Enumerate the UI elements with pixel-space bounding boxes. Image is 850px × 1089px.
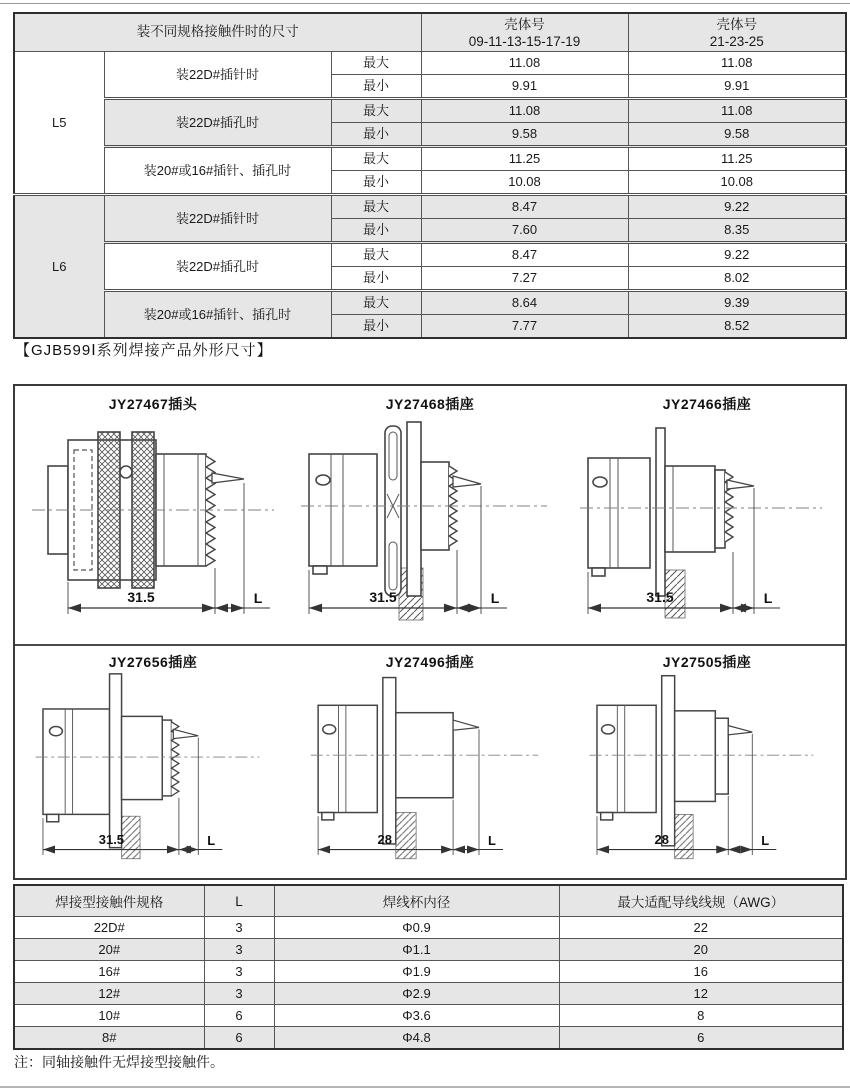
table-row: 装20#或16#插针、插孔时 最大 11.25 11.25	[14, 147, 846, 171]
drawing-cell-jy27466	[569, 394, 845, 642]
dim-value: 28	[377, 831, 392, 847]
drawing-cell-jy27468	[292, 394, 568, 642]
table-row: 22D# 3 Φ0.9 22	[14, 917, 843, 939]
bottom-rule	[0, 1086, 850, 1088]
drawing-cell-jy27505	[569, 652, 845, 874]
dim-value: 31.5	[127, 589, 155, 605]
drawing-label: JY27496插座	[385, 654, 475, 670]
section-title: 【GJB599Ⅰ系列焊接产品外形尺寸】	[15, 342, 273, 359]
series-label-l6: L6	[14, 195, 104, 339]
dim-l-label: L	[253, 590, 263, 606]
table-row: 最小 7.27 8.02	[14, 267, 846, 291]
dim-value: 31.5	[98, 831, 124, 847]
connector-drawing-jy27468	[295, 414, 565, 630]
connector-drawing-jy27505	[572, 672, 842, 868]
table-row: 12# 3 Φ2.9 12	[14, 983, 843, 1005]
drawing-cell-jy27467	[15, 394, 291, 642]
table-row: L5 装22D#插针时 最大 11.08 11.08	[14, 52, 846, 75]
top-rule	[0, 3, 850, 4]
dim-l-label: L	[490, 590, 500, 606]
series-label-l5: L5	[14, 52, 104, 195]
drawing-label: JY27505插座	[662, 654, 752, 670]
table-row: 装20#或16#插针、插孔时 最大 8.64 9.39	[14, 291, 846, 315]
drawing-cell-jy27496	[292, 652, 568, 874]
dim-value: 31.5	[369, 589, 397, 605]
shell-col-header-2: 壳体号 21-23-25	[628, 13, 846, 52]
shell-col-header-1: 壳体号 09-11-13-15-17-19	[421, 13, 628, 52]
connector-drawing-jy27466	[572, 414, 842, 630]
desc-cell: 装22D#插针时	[104, 52, 331, 99]
contact-dimension-table	[13, 12, 847, 339]
outline-drawings-box	[13, 384, 847, 880]
footnote: 注：同轴接触件无焊接型接触件。	[14, 1054, 224, 1070]
table-row: 最小 7.77 8.52	[14, 315, 846, 339]
solder-contact-table	[13, 884, 844, 1050]
table-row: 最小 9.91 9.91	[14, 75, 846, 99]
drawing-label: JY27468插座	[385, 396, 475, 412]
dim-l-label: L	[761, 832, 770, 848]
drawing-label: JY27467插头	[108, 396, 198, 412]
table-row: 最小 7.60 8.35	[14, 219, 846, 243]
table-row: 20# 3 Φ1.1 20	[14, 939, 843, 961]
dim-l-label: L	[487, 832, 496, 848]
table-row: 装22D#插孔时 最大 8.47 9.22	[14, 243, 846, 267]
drawing-label: JY27466插座	[662, 396, 752, 412]
dim-value: 28	[654, 831, 669, 847]
desc-cell: 装22D#插针时	[104, 195, 331, 243]
desc-cell: 装22D#插孔时	[104, 99, 331, 147]
table-row: L6 装22D#插针时 最大 8.47 9.22	[14, 195, 846, 219]
connector-drawing-jy27467	[18, 414, 288, 630]
dim-l-label: L	[763, 590, 773, 606]
drawings-row-divider	[15, 644, 845, 646]
desc-cell: 装22D#插孔时	[104, 243, 331, 291]
corner-header: 装不同规格接触件时的尺寸	[14, 13, 421, 52]
table-row: 10# 6 Φ3.6 8	[14, 1005, 843, 1027]
drawing-label: JY27656插座	[108, 654, 198, 670]
dim-l-label: L	[207, 832, 216, 848]
drawing-cell-jy27656	[15, 652, 291, 874]
desc-cell: 装20#或16#插针、插孔时	[104, 147, 331, 195]
table-row: 装22D#插孔时 最大 11.08 11.08	[14, 99, 846, 123]
table-header-row: 焊接型接触件规格 L 焊线杯内径 最大适配导线线规（AWG）	[14, 885, 843, 917]
dim-value: 31.5	[646, 589, 674, 605]
connector-drawing-jy27496	[295, 672, 565, 868]
table-row: 最小 10.08 10.08	[14, 171, 846, 195]
desc-cell: 装20#或16#插针、插孔时	[104, 291, 331, 339]
connector-drawing-jy27656	[18, 672, 288, 868]
table-row: 8# 6 Φ4.8 6	[14, 1027, 843, 1050]
table-row: 16# 3 Φ1.9 16	[14, 961, 843, 983]
table-row: 最小 9.58 9.58	[14, 123, 846, 147]
